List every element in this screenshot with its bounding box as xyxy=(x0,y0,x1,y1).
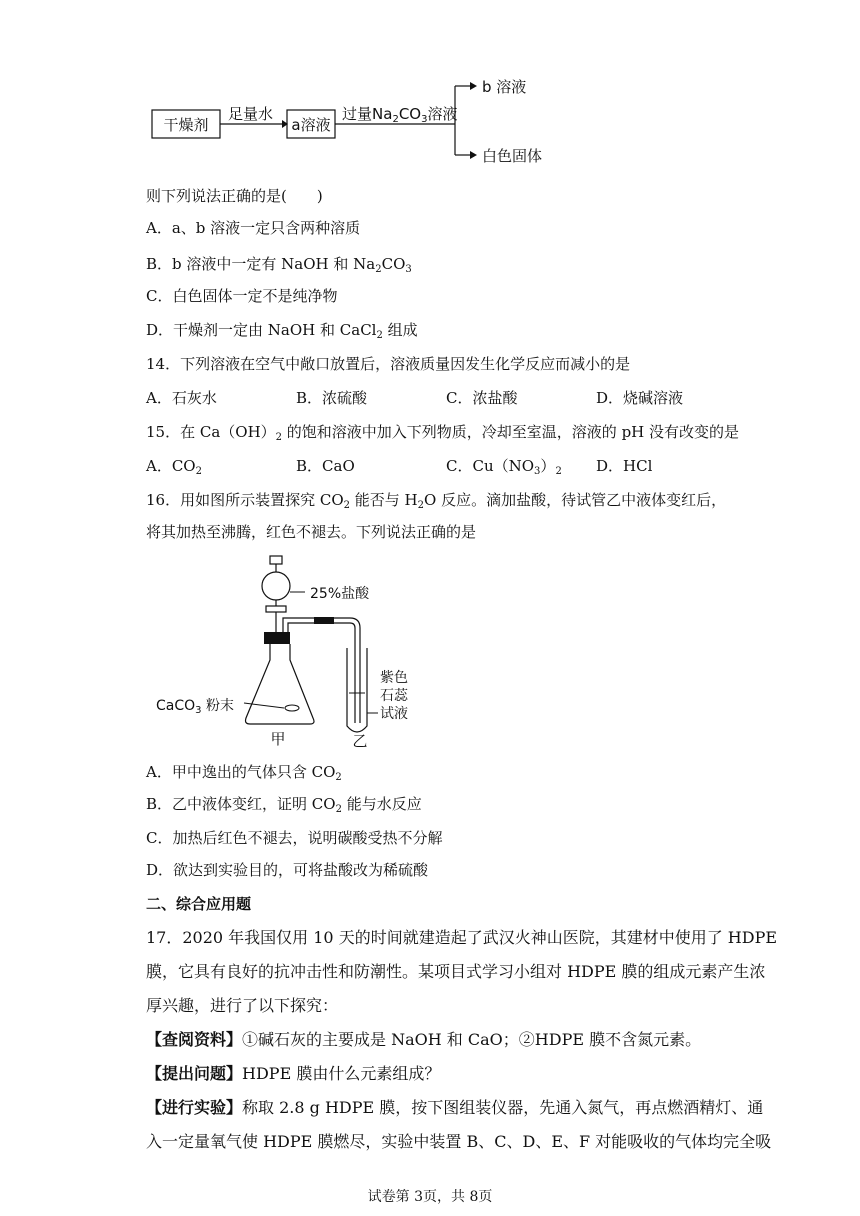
litmus-label-1: 紫色 xyxy=(380,670,408,686)
flow-output-white-solid: 白色固体 xyxy=(482,147,543,165)
q13-option-a: A．a、b 溶液一定只含两种溶质 xyxy=(146,219,361,237)
acid-label: 25%盐酸 xyxy=(310,586,370,602)
flow-box-desiccant-label: 干燥剂 xyxy=(163,116,209,134)
q17-info: 【查阅资料】①碱石灰的主要成是 NaOH 和 CaO；②HDPE 膜不含氮元素。 xyxy=(146,1030,702,1049)
q17-experiment-line1: 【进行实验】称取 2.8 g HDPE 膜，按下图组装仪器，先通入氮气，再点燃酒精灯、通 xyxy=(146,1098,764,1117)
q15-stem: 15．在 $Ca(OH)_2$ 的饱和溶液中加入下列物质，冷却至室温，溶液的 pH 没有改变的是 xyxy=(146,423,740,443)
q17-line1: 17．2020 年我国仅用 10 天的时间就建造起了武汉火神山医院，其建材中使用了 HDPE xyxy=(146,928,778,947)
page-footer: 试卷第 3页，共 8页 xyxy=(367,1189,493,1205)
tube-label: 乙 xyxy=(352,732,368,750)
q15-option-a: A．$CO_2$ xyxy=(146,457,202,477)
q14-stem: 14．下列溶液在空气中敞口放置后，溶液质量因发生化学反应而减小的是 xyxy=(146,355,631,373)
powder-label: CaCO$_3$ 粉末 xyxy=(156,698,234,716)
q16-option-b: B．乙中液体变红，证明 $CO_2$ 能与水反应 xyxy=(146,795,422,815)
q14-option-c: C．浓盐酸 xyxy=(446,389,518,407)
q14-option-d: D．烧碱溶液 xyxy=(596,389,684,407)
q16-stem-line1: 16．用如图所示装置探究 $CO_2$ 能否与 $H_2O$ 反应。滴加盐酸，待试管乙中液体变红后， xyxy=(146,491,727,511)
q17-line3: 厚兴趣，进行了以下探究： xyxy=(146,996,339,1015)
q16-stem-line2: 将其加热至沸腾，红色不褪去。下列说法正确的是 xyxy=(146,523,477,541)
litmus-label-3: 试液 xyxy=(380,706,408,722)
flow-arrow1-label: 足量水 xyxy=(228,105,274,123)
flask-label: 甲 xyxy=(270,730,286,748)
q16-option-a: A．甲中逸出的气体只含 $CO_2$ xyxy=(146,763,342,783)
q13-option-c: C．白色固体一定不是纯净物 xyxy=(146,287,338,305)
q17-experiment-line2: 入一定量氧气使 HDPE 膜燃尽，实验中装置 B、C、D、E、F 对能吸收的气体均完全吸 xyxy=(146,1132,772,1151)
litmus-label-2: 石蕊 xyxy=(380,688,408,704)
q13-stem: 则下列说法正确的是( ) xyxy=(146,187,323,205)
section-title: 二、综合应用题 xyxy=(146,895,252,913)
apparatus-diagram xyxy=(0,548,860,778)
flow-diagram xyxy=(0,0,860,180)
flow-output-b-solution: b 溶液 xyxy=(482,78,527,96)
flow-arrow2-label: 过量$Na_2CO_3$溶液 xyxy=(342,105,458,125)
q15-option-b: B．CaO xyxy=(296,457,355,475)
q17-question: 【提出问题】HDPE 膜由什么元素组成？ xyxy=(146,1064,441,1083)
q15-option-c: C．$Cu(NO_3)_2$ xyxy=(446,457,562,477)
q14-option-a: A．石灰水 xyxy=(146,389,217,407)
flow-box-a-solution-label: a溶液 xyxy=(291,116,331,134)
q14-option-b: B．浓硫酸 xyxy=(296,389,368,407)
q15-option-d: D．HCl xyxy=(596,457,653,475)
q16-option-c: C．加热后红色不褪去，说明碳酸受热不分解 xyxy=(146,829,443,847)
q13-option-b: B．b 溶液中一定有 NaOH 和 $Na_2CO_3$ xyxy=(146,255,412,275)
q13-option-d: D．干燥剂一定由 NaOH 和 CaCl$_2$ 组成 xyxy=(146,321,418,341)
q16-option-d: D．欲达到实验目的，可将盐酸改为稀硫酸 xyxy=(146,861,429,879)
q17-line2: 膜，它具有良好的抗冲击性和防潮性。某项目式学习小组对 HDPE 膜的组成元素产生浓 xyxy=(146,962,766,981)
